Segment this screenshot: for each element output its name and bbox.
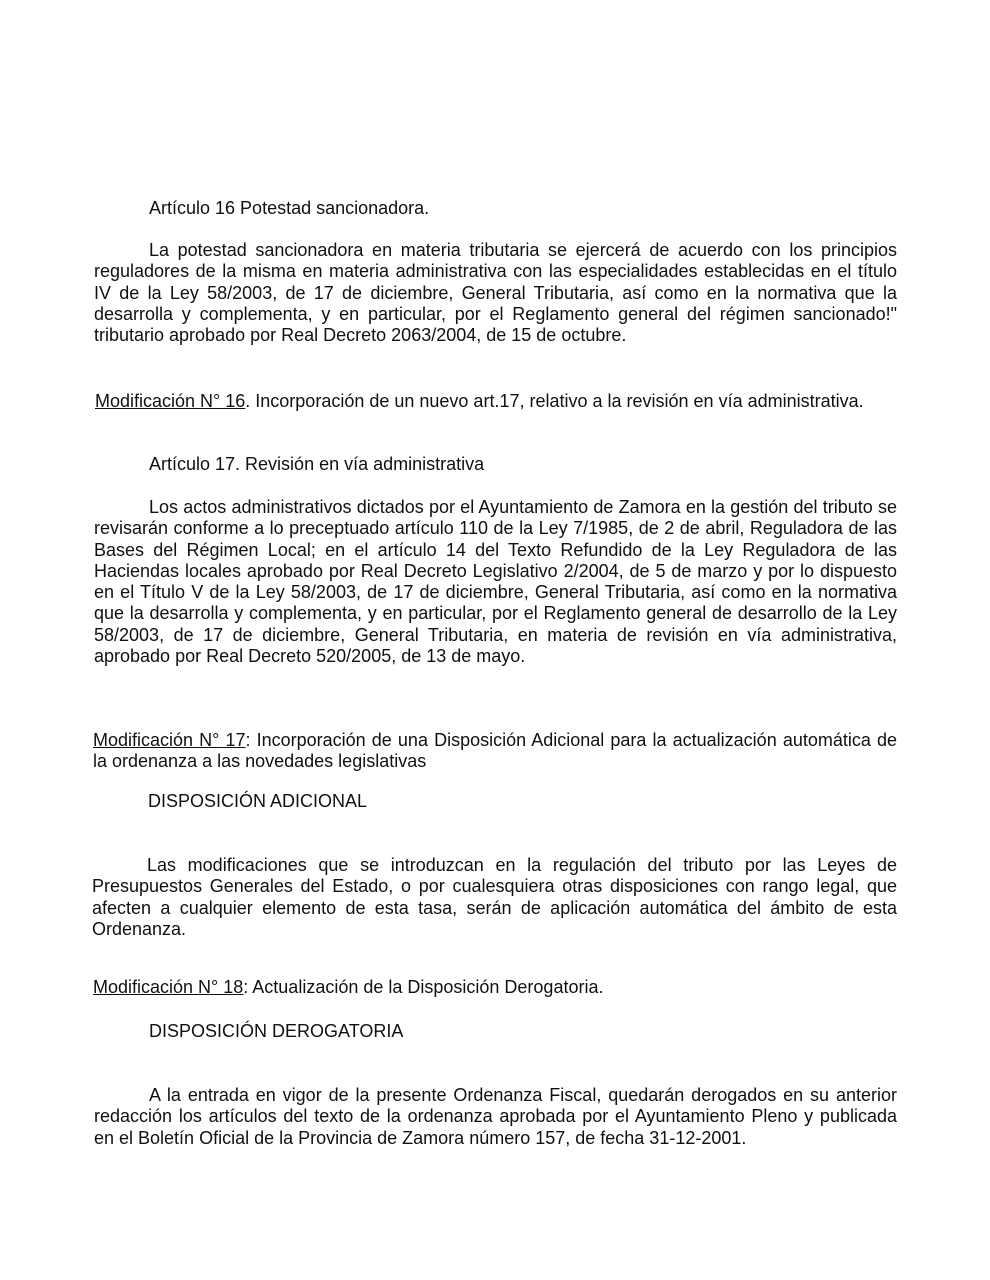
disposicion-adicional-title: DISPOSICIÓN ADICIONAL	[148, 791, 368, 811]
modification-16-text: . Incorporación de un nuevo art.17, relativo a la revisión en vía administrativa.	[245, 391, 864, 411]
modification-17-text: : Incorporación de una Disposición Adicional para la actualización automática de la ordenanza a las novedades legislativas	[93, 730, 897, 772]
article-17-body: Los actos administrativos dictados por el Ayuntamiento de Zamora en la gestión del tributo se revisarán conforme a lo preceptuado artículo 110 de la Ley 7/1985, de 2 de abril, Reguladora de las Bases del Régimen Local; en el artículo 14 del Texto Refundido de la Ley Reguladora de las Haciendas locales aprobado por Real Decreto Legislativo 2/2004, de 5 de marzo y por lo dispuesto en el Título V de la Ley 58/2003, de 17 de diciembre, General Tributaria, así como en la normativa que la desarrolla y complementa, y en particular, por el Reglamento general de desarrollo de la Ley 58/2003, de 17 de diciembre, General Tributaria, en materia de revisión en vía administrativa, aprobado por Real Decreto 520/2005, de 13 de mayo.	[94, 497, 897, 667]
modification-16-label: Modificación N° 16	[95, 391, 246, 411]
modification-17-label: Modificación N° 17	[93, 730, 246, 750]
article-16-body: La potestad sancionadora en materia tributaria se ejercerá de acuerdo con los principios reguladores de la misma en materia administrativa con las especialidades establecidas en el título IV de la Ley 58/2003, de 17 de diciembre, General Tributaria, así como en la normativa que la desarrolla y complementa, y en particular, por el Reglamento general del régimen sancionado!" tributario aprobado por Real Decreto 2063/2004, de 15 de octubre.	[94, 240, 897, 346]
disposicion-derogatoria-body: A la entrada en vigor de la presente Ordenanza Fiscal, quedarán derogados en su anterior redacción los artículos del texto de la ordenanza aprobada por el Ayuntamiento Pleno y publicada en el Boletín Oficial de la Provincia de Zamora número 157, de fecha 31-12-2001.	[94, 1085, 897, 1148]
modification-18-label: Modificación N° 18	[93, 977, 244, 997]
modification-18-text: : Actualización de la Disposición Derogatoria.	[243, 977, 604, 997]
article-17-title: Artículo 17. Revisión en vía administrativa	[149, 454, 485, 474]
disposicion-adicional-body: Las modificaciones que se introduzcan en la regulación del tributo por las Leyes de Presupuestos Generales del Estado, o por cualesquiera otras disposiciones con rango legal, que afecten a cualquier elemento de esta tasa, serán de aplicación automática del ámbito de esta Ordenanza.	[92, 855, 897, 939]
article-16-title: Artículo 16 Potestad sancionadora.	[149, 198, 430, 218]
modification-17	[93, 730, 897, 773]
modification-18	[93, 977, 896, 998]
disposicion-derogatoria-title: DISPOSICIÓN DEROGATORIA	[149, 1021, 404, 1041]
modification-16	[95, 391, 897, 412]
